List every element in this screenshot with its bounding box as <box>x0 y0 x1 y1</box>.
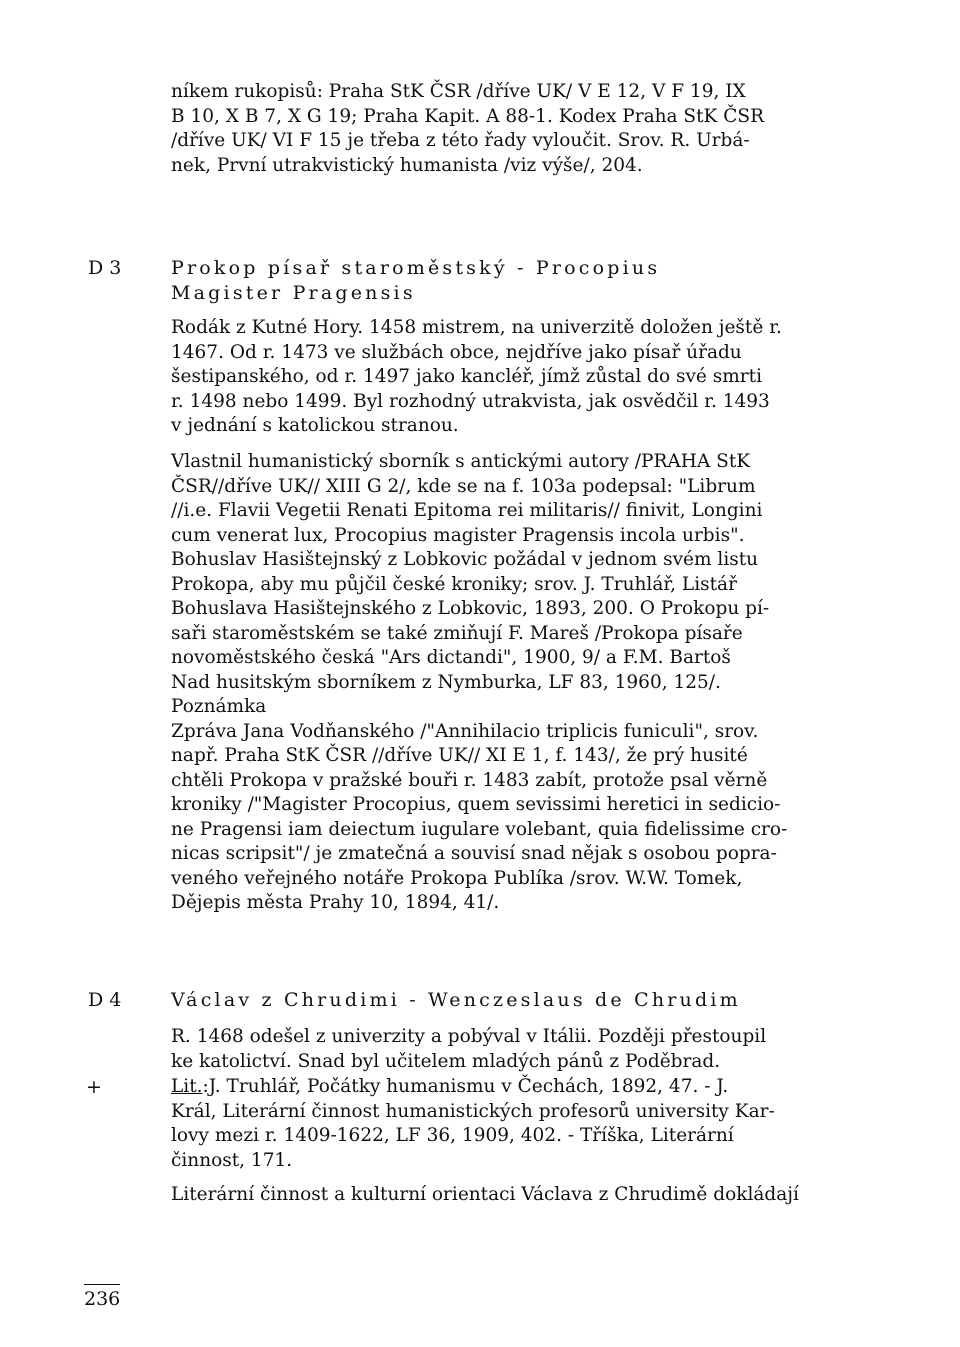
note-label: Poznámka <box>171 696 267 717</box>
text-line: níkem rukopisů: Praha StK ČSR /dříve UK/ V E 12, V F 19, IX <box>171 81 746 102</box>
text-line: R. 1468 odešel z univerzity a pobýval v Itálii. Později přestoupil <box>171 1026 767 1047</box>
text-line: cum venerat lux, Procopius magister Pragensis incola urbis". <box>171 524 745 546</box>
text-line: nek, První utrakvistický humanista /viz výše/, 204. <box>171 154 643 176</box>
lit-first-rest: :J. Truhlář, Počátky humanismu v Čechách, 1892, 47. - J. <box>202 1076 729 1097</box>
text-line: B 10, X B 7, X G 19; Praha Kapit. A 88-1. Kodex Praha StK ČSR <box>171 105 764 127</box>
entry-code-d3: D 3 <box>88 257 122 279</box>
text-line: např. Praha StK ČSR //dříve UK// XI E 1, f. 143/, že prý husité <box>171 745 748 766</box>
text-line: ČSR//dříve UK// XIII G 2/, kde se na f. 103a podepsal: "Librum <box>171 475 756 497</box>
text-line: Prokopa, aby mu půjčil české kroniky; srov. J. Truhlář, Listář <box>171 573 737 595</box>
entry-heading-d3 <box>171 256 871 306</box>
top-paragraph <box>171 80 871 178</box>
heading-line: Magister Pragensis <box>171 282 416 304</box>
d4-paragraph-1 <box>171 1025 871 1074</box>
text-line: Dějepis města Prahy 10, 1894, 41/. <box>171 892 500 913</box>
text-line: Rodák z Kutné Hory. 1458 mistrem, na univerzitě doložen ještě r. <box>171 317 782 338</box>
text-line: Nad husitským sborníkem z Nymburka, LF 83, 1960, 125/. <box>171 671 721 693</box>
text-line: Bohuslav Hasištejnský z Lobkovic požádal v jednom svém listu <box>171 549 759 570</box>
text-line: novoměstského česká "Ars dictandi", 1900, 9/ a F.M. Bartoš <box>171 647 731 668</box>
text-line: činnost, 171. <box>171 1149 293 1171</box>
text-line: lovy mezi r. 1409-1622, LF 36, 1909, 402. - Tříška, Literární <box>171 1125 734 1146</box>
plus-mark: + <box>86 1076 102 1098</box>
heading-line: Václav z Chrudimi - Wenczeslaus de Chrudim <box>171 989 741 1011</box>
text-line: //i.e. Flavii Vegetii Renati Epitoma rei militaris// finivit, Longini <box>171 500 763 521</box>
d3-paragraph-2 <box>171 450 871 916</box>
text-line: šestipanského, od r. 1497 jako kancléř, jímž zůstal do své smrti <box>171 366 762 387</box>
text-line: r. 1498 nebo 1499. Byl rozhodný utrakvista, jak osvědčil r. 1493 <box>171 390 770 412</box>
text-line: chtěli Prokopa v pražské bouři r. 1483 zabít, protože psal věrně <box>171 769 768 791</box>
d3-paragraph-1 <box>171 316 871 439</box>
text-line: Vlastnil humanistický sborník s antickými autory /PRAHA StK <box>171 451 751 472</box>
text-line: Zpráva Jana Vodňanského /"Annihilacio triplicis funiculi", srov. <box>171 720 759 742</box>
text-line: veného veřejného notáře Prokopa Publíka /srov. W.W. Tomek, <box>171 867 743 889</box>
d4-literature <box>171 1075 871 1173</box>
text-line <box>171 1075 871 1100</box>
page-number: 236 <box>84 1284 120 1311</box>
text-line: kroniky /"Magister Procopius, quem sevissimi heretici in sedicio- <box>171 794 781 815</box>
text-line: Král, Literární činnost humanistických profesorů university Kar- <box>171 1100 775 1122</box>
entry-code-d4: D 4 <box>88 989 122 1011</box>
text-line: nicas scripsit"/ je zmatečná a souvisí snad nějak s osobou popra- <box>171 843 777 864</box>
text-line: Bohuslava Hasištejnského z Lobkovic, 1893, 200. O Prokopu pí- <box>171 598 770 619</box>
text-line: saři staroměstském se také zmiňují F. Mareš /Prokopa písaře <box>171 622 743 644</box>
text-line: v jednání s katolickou stranou. <box>171 415 459 436</box>
text-line: /dříve UK/ VI F 15 je třeba z této řady vyloučit. Srov. R. Urbá- <box>171 130 750 151</box>
text-line: ne Pragensi iam deiectum iugulare volebant, quia fidelissime cro- <box>171 818 788 840</box>
entry-heading-d4 <box>171 988 871 1013</box>
heading-line: Prokop písař staroměstský - Procopius <box>171 257 661 279</box>
text-line: Literární činnost a kulturní orientaci Václava z Chrudimě dokládají <box>171 1184 799 1205</box>
d4-paragraph-3 <box>171 1183 871 1208</box>
text-line: ke katolictví. Snad byl učitelem mladých pánů z Poděbrad. <box>171 1050 721 1072</box>
lit-label: Lit. <box>171 1076 203 1097</box>
text-line: 1467. Od r. 1473 ve službách obce, nejdříve jako písař úřadu <box>171 341 742 363</box>
